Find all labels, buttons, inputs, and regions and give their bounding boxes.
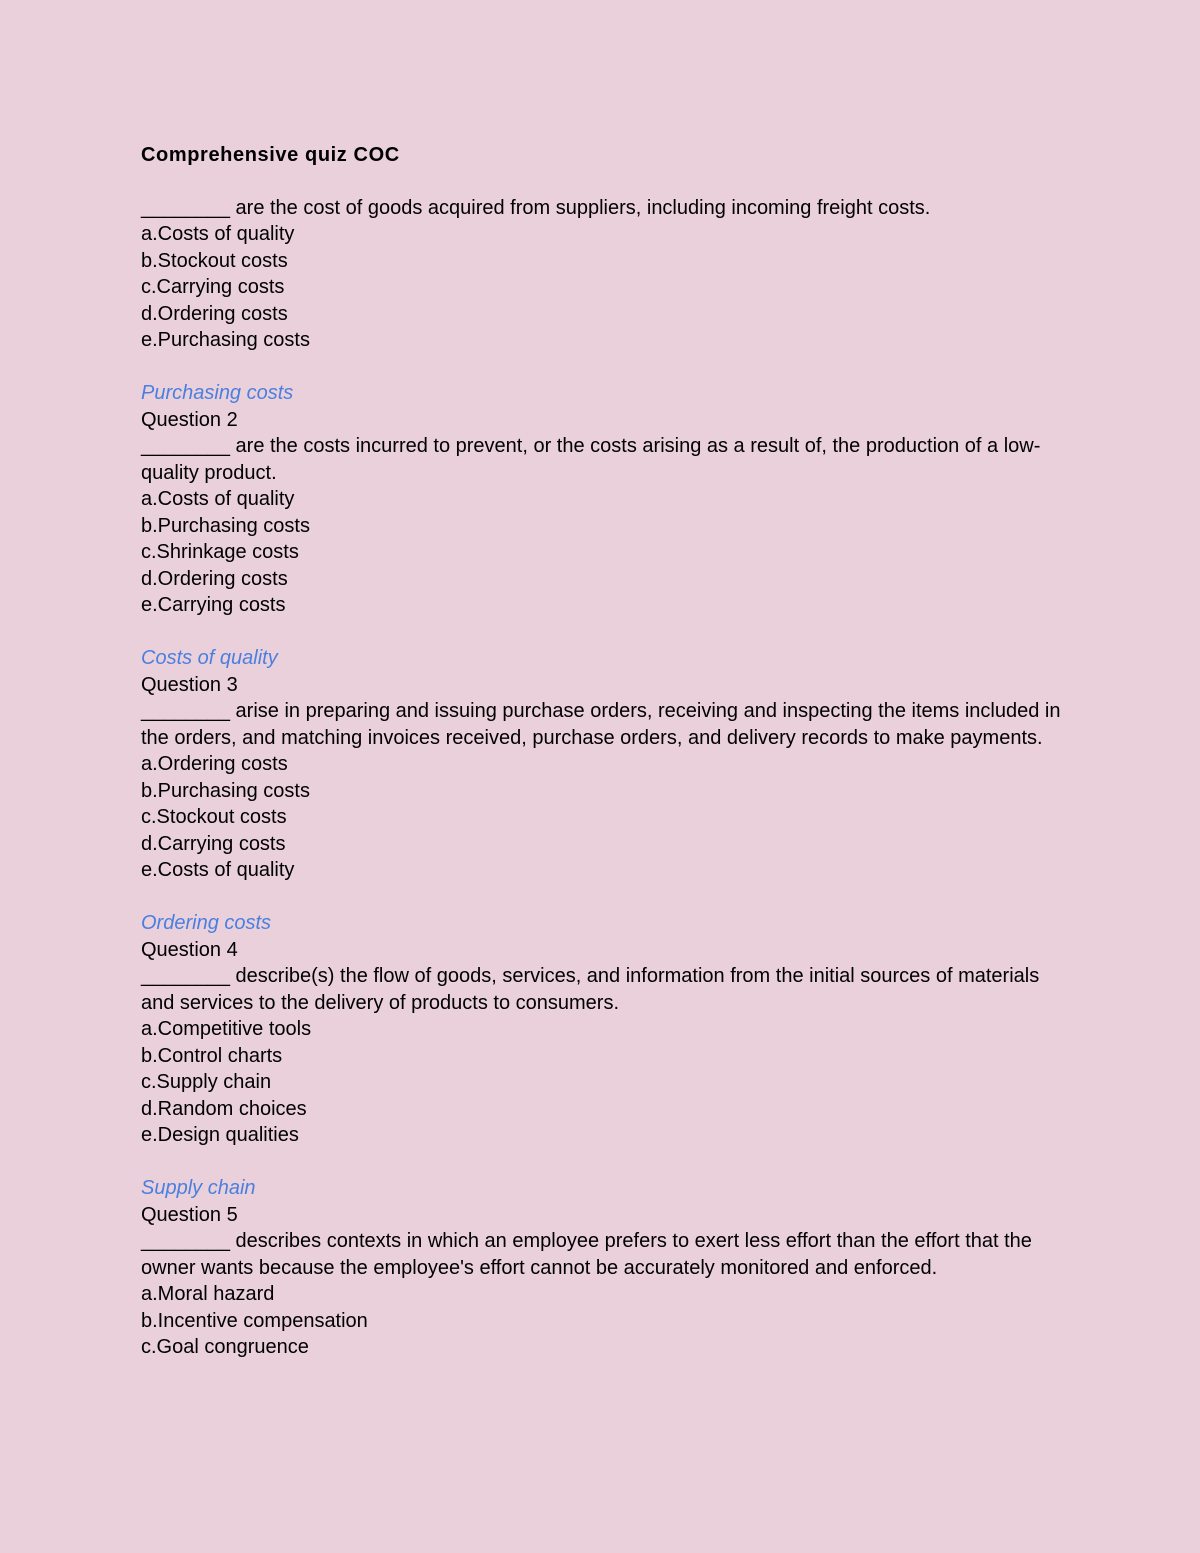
- option-c: c.Goal congruence: [141, 1336, 309, 1358]
- option-b: b.Stockout costs: [141, 249, 288, 272]
- question-label: Question 3: [141, 673, 238, 696]
- option-e: e.Design qualities: [141, 1124, 299, 1146]
- question-5: [141, 1202, 1070, 1361]
- spacer: [141, 884, 1070, 911]
- answer-text: Costs of quality: [141, 647, 278, 669]
- option-b: b.Purchasing costs: [141, 779, 310, 802]
- question-stem: ________ arise in preparing and issuing purchase orders, receiving and inspecting the items included in the orders, and matching invoices received, purchase orders, and delivery records to make payments.: [141, 700, 1061, 749]
- spacer: [141, 619, 1070, 646]
- document-title: Comprehensive quiz COC: [141, 144, 400, 166]
- option-b: b.Incentive compensation: [141, 1309, 368, 1332]
- option-e: e.Costs of quality: [141, 859, 295, 881]
- question-label: Question 2: [141, 408, 238, 431]
- option-a: a.Costs of quality: [141, 223, 295, 245]
- question-label: Question 5: [141, 1203, 238, 1226]
- question-2: [141, 407, 1070, 672]
- question-stem: ________ are the cost of goods acquired from suppliers, including incoming freight costs.: [141, 196, 931, 219]
- option-a: a.Competitive tools: [141, 1018, 312, 1040]
- question-4: [141, 937, 1070, 1202]
- option-d: d.Carrying costs: [141, 832, 286, 855]
- option-c: c.Shrinkage costs: [141, 541, 299, 563]
- spacer: [141, 354, 1070, 381]
- option-d: d.Ordering costs: [141, 302, 288, 325]
- answer-text: Ordering costs: [141, 912, 272, 934]
- option-c: c.Supply chain: [141, 1071, 272, 1093]
- question-3: [141, 672, 1070, 937]
- option-b: b.Control charts: [141, 1044, 283, 1067]
- spacer: [141, 168, 1070, 195]
- question-stem: ________ are the costs incurred to prevent, or the costs arising as a result of, the production of a low-quality product.: [141, 435, 1041, 484]
- option-e: e.Carrying costs: [141, 594, 286, 616]
- option-d: d.Random choices: [141, 1097, 307, 1120]
- question-1: [141, 195, 1070, 407]
- option-e: e.Purchasing costs: [141, 329, 310, 351]
- option-a: a.Moral hazard: [141, 1283, 275, 1305]
- option-b: b.Purchasing costs: [141, 514, 310, 537]
- spacer: [141, 1149, 1070, 1176]
- option-d: d.Ordering costs: [141, 567, 288, 590]
- question-stem: ________ describe(s) the flow of goods, services, and information from the initial sources of materials and services to the delivery of products to consumers.: [141, 965, 1040, 1014]
- option-c: c.Carrying costs: [141, 276, 285, 298]
- option-c: c.Stockout costs: [141, 806, 287, 828]
- question-label: Question 4: [141, 938, 238, 961]
- answer-text: Supply chain: [141, 1177, 256, 1199]
- option-a: a.Ordering costs: [141, 753, 288, 775]
- option-a: a.Costs of quality: [141, 488, 295, 510]
- question-stem: ________ describes contexts in which an employee prefers to exert less effort than the effort that the owner wants because the employee's effort cannot be accurately monitored and enforced.: [141, 1230, 1032, 1279]
- answer-text: Purchasing costs: [141, 382, 294, 404]
